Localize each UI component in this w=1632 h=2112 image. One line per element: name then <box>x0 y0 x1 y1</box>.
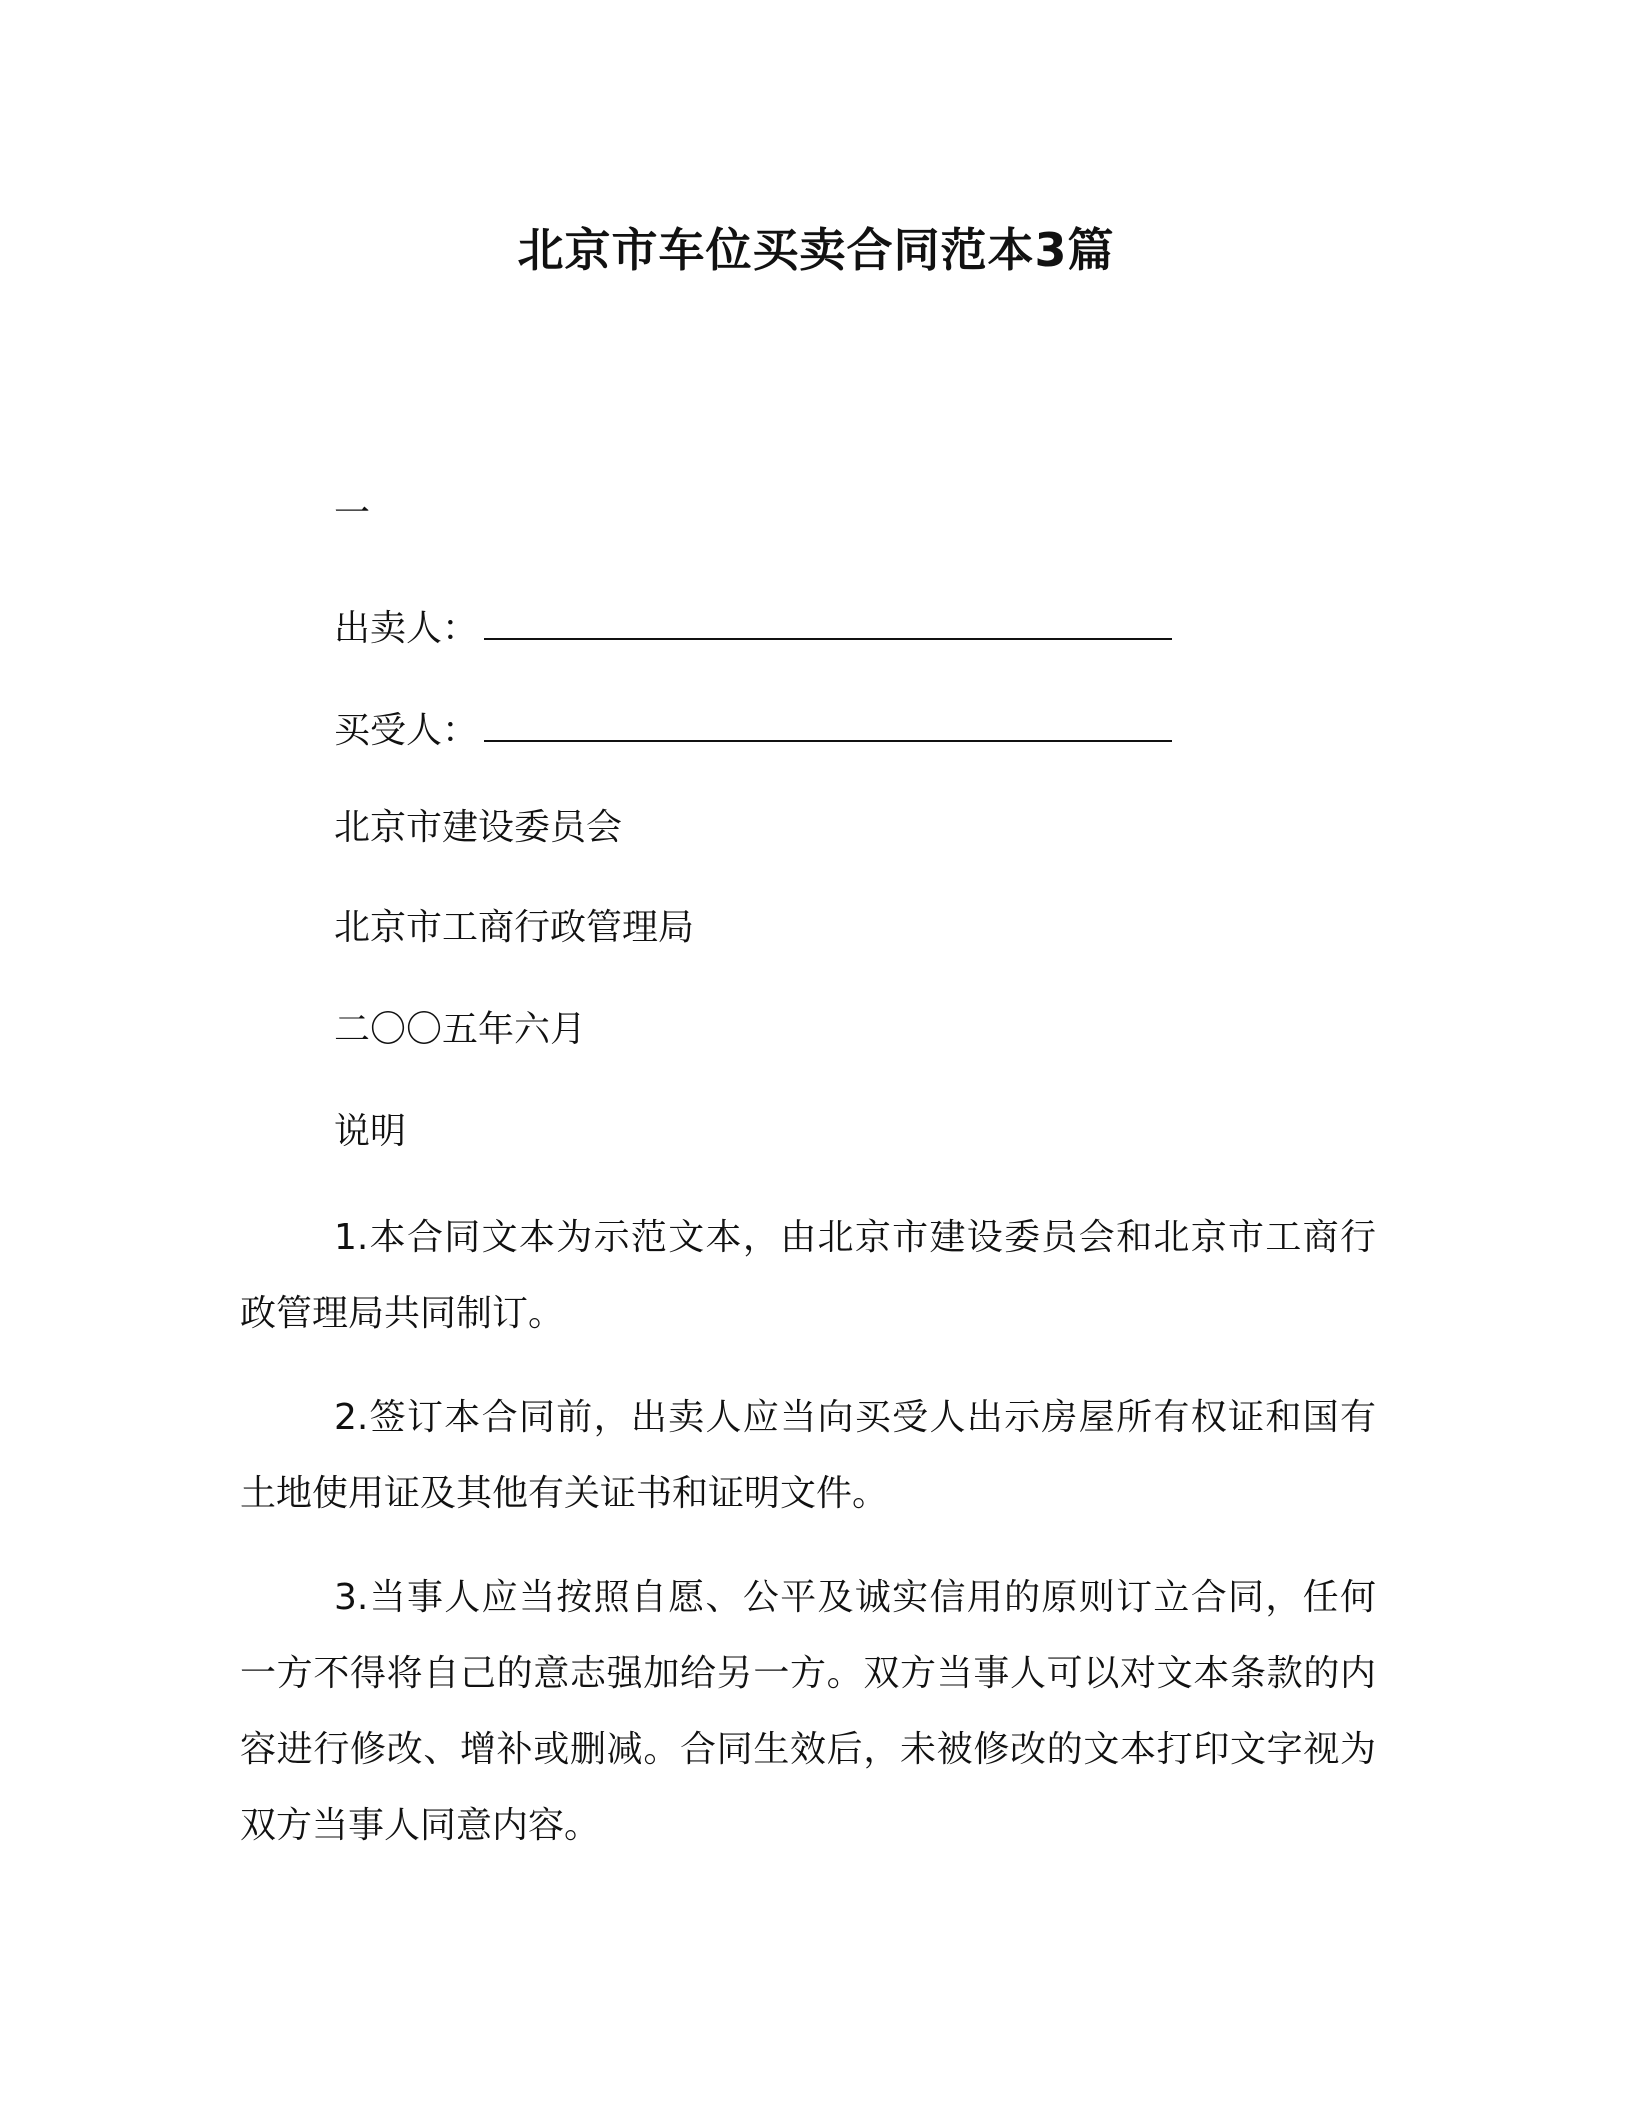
seller-blank-field <box>484 604 1172 640</box>
buyer-line <box>334 706 1172 755</box>
seller-label: 出卖人： <box>334 608 479 649</box>
issuer-1: 北京市建设委员会 <box>334 807 623 848</box>
note-paragraph-2: 2.签订本合同前，出卖人应当向买受人出示房屋所有权证和国有土地使用证及其他有关证书和证明文件。 <box>240 1397 1376 1514</box>
section-marker: 一 <box>334 493 371 534</box>
issue-date: 二〇〇五年六月 <box>334 1009 587 1050</box>
document-title: 北京市车位买卖合同范本3篇 <box>517 223 1115 277</box>
note-paragraph-1: 1.本合同文本为示范文本，由北京市建设委员会和北京市工商行政管理局共同制订。 <box>240 1217 1376 1334</box>
seller-line <box>334 604 1172 653</box>
notes-heading: 说明 <box>334 1111 407 1152</box>
issuer-2: 北京市工商行政管理局 <box>334 907 695 948</box>
buyer-blank-field <box>484 706 1172 742</box>
note-paragraph-3: 3.当事人应当按照自愿、公平及诚实信用的原则订立合同，任何一方不得将自己的意志强加给另一方。双方当事人可以对文本条款的内容进行修改、增补或删减。合同生效后，未被修改的文本打印文字视为双方当事人同意内容。 <box>240 1577 1376 1846</box>
buyer-label: 买受人： <box>334 710 479 751</box>
